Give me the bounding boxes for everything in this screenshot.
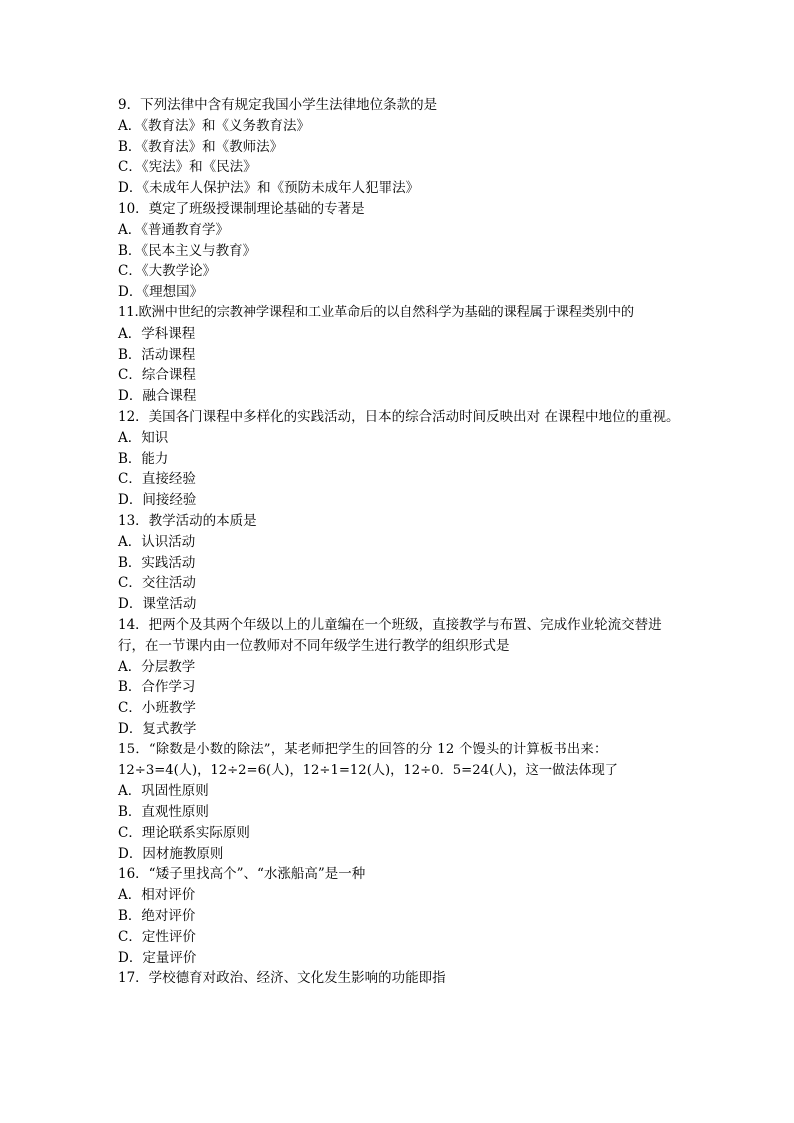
option-b: B．实践活动: [118, 554, 196, 571]
option-b: B．合作学习: [118, 679, 196, 696]
option-c: C．直接经验: [118, 471, 196, 488]
question-10-stem: 10．奠定了班级授课制理论基础的专著是: [118, 200, 365, 217]
option-a: A．相对评价: [118, 887, 196, 904]
question-9-stem: 9．下列法律中含有规定我国小学生法律地位条款的是: [118, 97, 438, 113]
option-a: A．知识: [118, 429, 169, 446]
option-a: A．《教育法》和《义务教育法》: [118, 117, 310, 134]
option-d: D．间接经验: [118, 492, 197, 509]
option-c: C．定性评价: [118, 928, 196, 945]
option-c: C．综合课程: [118, 367, 196, 384]
document-body: [118, 95, 680, 989]
option-d: D．融合课程: [118, 388, 197, 405]
option-d: D．因材施教原则: [118, 845, 224, 862]
option-c: C．理论联系实际原则: [118, 824, 250, 841]
option-b: B．活动课程: [118, 346, 196, 363]
option-b: B．《民本主义与教育》: [118, 242, 257, 259]
option-d: D．《未成年人保护法》和《预防未成年人犯罪法》: [118, 180, 420, 197]
option-b: B．能力: [118, 450, 169, 467]
question-17-stem: 17．学校德育对政治、经济、文化发生影响的功能即指: [118, 970, 446, 987]
option-a: A．分层教学: [118, 658, 196, 675]
question-12-stem: 12．美国各门课程中多样化的实践活动，日本的综合活动时间反映出对 在课程中地位的重视。: [118, 408, 680, 425]
option-b: B．直观性原则: [118, 804, 209, 821]
question-11-stem: 11.欧洲中世纪的宗教神学课程和工业革命后的以自然科学为基础的课程属于课程类别中的: [118, 304, 634, 320]
option-a: A．《普通教育学》: [118, 221, 229, 238]
option-b: B．《教育法》和《教师法》: [118, 138, 284, 155]
option-d: D．《理想国》: [118, 284, 204, 301]
option-d: D．复式教学: [118, 720, 197, 737]
option-b: B．绝对评价: [118, 908, 196, 925]
option-c: C．《宪法》和《民法》: [118, 159, 257, 176]
question-15-formula: 12÷3=4(人)，12÷2=6(人)，12÷1=12(人)，12÷0．5=24(人)，这一做法体现了: [118, 762, 618, 778]
option-d: D．课堂活动: [118, 596, 197, 613]
option-d: D．定量评价: [118, 949, 197, 966]
option-c: C．《大教学论》: [118, 263, 217, 280]
option-a: A．巩固性原则: [118, 783, 209, 800]
question-15-stem: 15．“除数是小数的除法”，某老师把学生的回答的分 12 个馒头的计算板书出来：: [118, 741, 608, 757]
option-c: C．小班教学: [118, 700, 196, 717]
question-14-stem: 14．把两个及其两个年级以上的儿童编在一个班级，直接教学与布置、完成作业轮流交替进行，在一节课内由一位教师对不同年级学生进行教学的组织形式是: [118, 616, 662, 654]
option-a: A．学科课程: [118, 325, 196, 342]
question-13-stem: 13．教学活动的本质是: [118, 512, 257, 529]
question-16-stem: 16．“矮子里找高个”、“水涨船高”是一种: [118, 866, 366, 883]
option-c: C．交往活动: [118, 575, 196, 592]
option-a: A．认识活动: [118, 533, 196, 550]
